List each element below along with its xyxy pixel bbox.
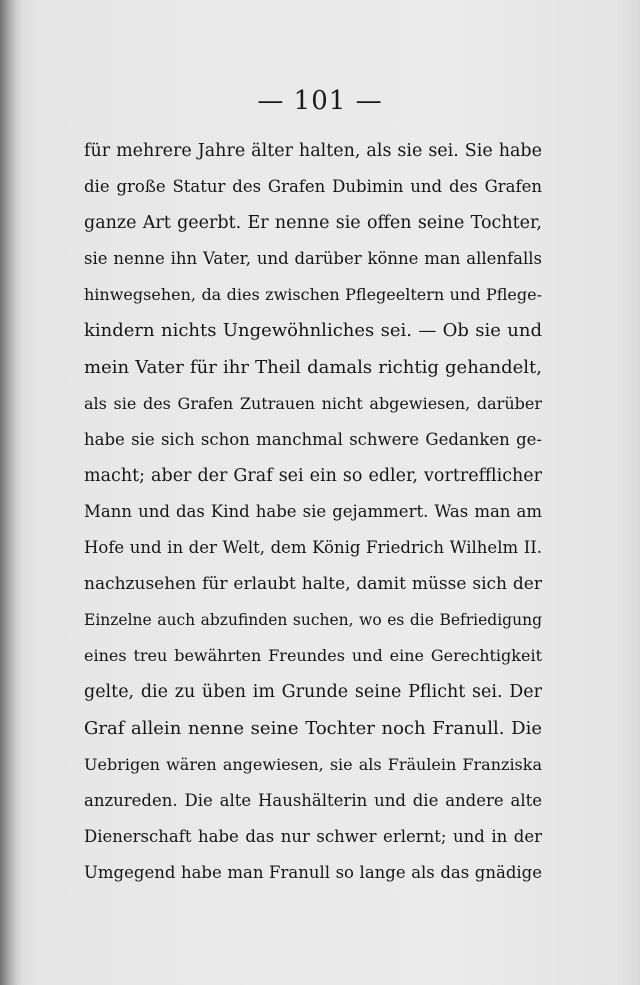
text-line: die große Statur des Grafen Dubimin und des Grafen [84,177,542,197]
text-line: nachzusehen für erlaubt halte, damit müsse sich der [84,574,542,595]
text-line: Einzelne auch abzufinden suchen, wo es die Befriedigung [84,611,542,630]
text-line: anzureden. Die alte Haushälterin und die andere alte [84,790,542,810]
text-line: Umgegend habe man Franull so lange als das gnädige [84,862,542,882]
text-line: sie nenne ihn Vater, und darüber könne man allenfalls [84,249,542,269]
body-text [84,133,542,891]
text-line: als sie des Grafen Zutrauen nicht abgewiesen, darüber [84,393,542,413]
text-line: ganze Art geerbt. Er nenne sie offen seine Tochter, [84,213,542,234]
text-line: Mann und das Kind habe sie gejammert. Was man am [84,501,542,521]
text-line: habe sie sich schon manchmal schwere Gedanken ge- [84,429,542,449]
text-line: kindern nichts Ungewöhnliches sei. — Ob sie und [84,320,542,342]
text-line: hinwegsehen, da dies zwischen Pflegeeltern und Pflege- [84,285,542,305]
text-line: gelte, die zu üben im Grunde seine Pflicht sei. Der [84,682,542,703]
text-line: Uebrigen wären angewiesen, sie als Fräulein Franziska [84,754,542,774]
text-line: Dienerschaft habe das nur schwer erlernt; und in der [84,826,542,846]
text-line: eines treu bewährten Freundes und eine Gerechtigkeit [84,646,542,666]
binding-shadow [0,0,22,985]
text-line: Graf allein nenne seine Tochter noch Franull. Die [84,717,542,739]
text-line: mein Vater für ihr Theil damals richtig gehandelt, [84,356,542,378]
text-line: macht; aber der Graf sei ein so edler, vortrefflicher [84,465,542,486]
page-number-header: — 101 — [257,86,383,116]
text-line: Hofe und in der Welt, dem König Friedrich Wilhelm II. [84,538,542,558]
text-line: für mehrere Jahre älter halten, als sie sei. Sie habe [84,141,542,161]
